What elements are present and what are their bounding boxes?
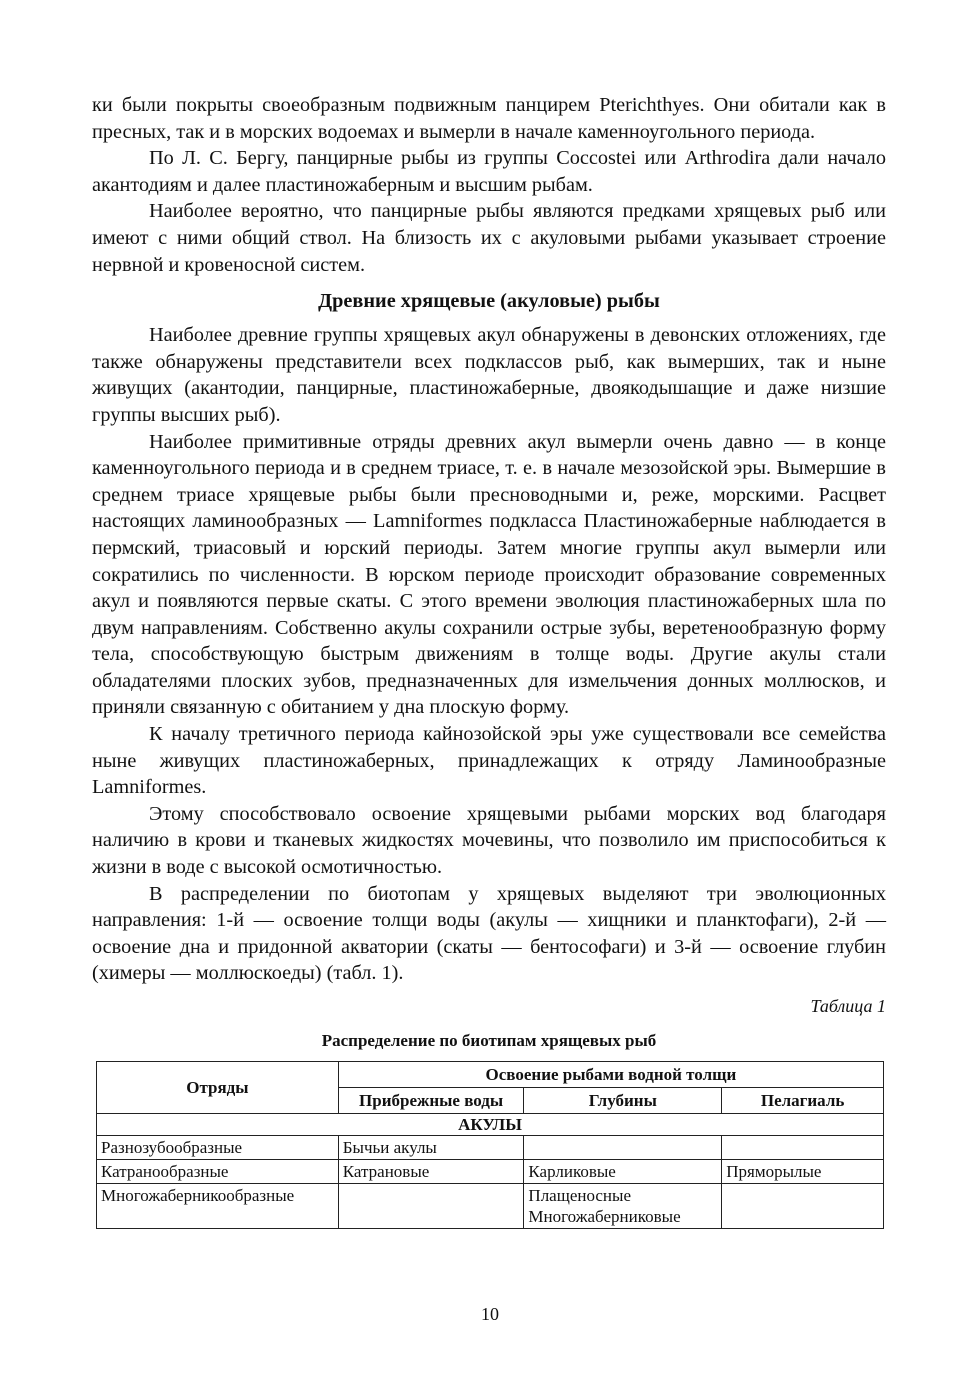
header-pelagic: Пелагиаль: [722, 1088, 884, 1114]
cell-order: Разнозубообразные: [97, 1136, 339, 1160]
cell-order: Катранообразные: [97, 1160, 339, 1184]
cell-depths: [524, 1136, 722, 1160]
paragraph: Наиболее вероятно, что панцирные рыбы являются предками хрящевых рыб или имеют с ними общий ствол. На близость их с акуловыми рыбами указывает строение нервной и кровеносной систем.: [92, 200, 886, 276]
table-row: [97, 1136, 884, 1160]
cell-depths: Плащеносные Многожаберниковые: [524, 1184, 722, 1229]
cell-coastal: Катрановые: [338, 1160, 524, 1184]
paragraph: Наиболее древние группы хрящевых акул обнаружены в девонских отложениях, где также обнаружены представители всех подклассов рыб, как вымерших, так и ныне живущих (акантодии, панцирные, пластиножаберные, двоякодышащие и даже низшие группы высших рыб).: [92, 324, 886, 426]
cell-coastal: Бычьи акулы: [338, 1136, 524, 1160]
table-group-row: [97, 1114, 884, 1136]
paragraph: По Л. С. Бергу, панцирные рыбы из группы Coccostei или Arthrodira дали начало акантодиям и далее пластиножаберным и высшим рыбам.: [92, 147, 886, 196]
cell-coastal: [338, 1184, 524, 1229]
table-row: [97, 1184, 884, 1229]
table-label: Таблица 1: [810, 996, 886, 1016]
cell-pelagic: [722, 1184, 884, 1229]
cell-order: Многожаберникообразные: [97, 1184, 339, 1229]
section-title: Древние хрящевые (акуловые) рыбы: [318, 290, 660, 313]
cell-pelagic: [722, 1136, 884, 1160]
table-row: [97, 1160, 884, 1184]
group-label: АКУЛЫ: [97, 1114, 884, 1136]
biotope-table: [96, 1061, 884, 1229]
paragraph: ки были покрыты своеобразным подвижным панцирем Pterichthyes. Они обитали как в пресных, так и в морских водоемах и вымерли в начале каменноугольного периода.: [92, 94, 886, 143]
paragraph: Наиболее примитивные отряды древних акул вымерли очень давно — в конце каменноугольного периода и в среднем триасе, т. е. в начале мезозойской эры. Вымершие в среднем триасе хрящевые рыбы были пресноводными и, реже, морскими. Расцвет настоящих ламинообразных — Lamniformes подкласса Пластиножаберные наблюдается в пермский, триасовый и юрский периоды. Затем многие группы акул вымерли или сократились по численности. В юрском периоде происходит образование современных акул и появляются первые скаты. С этого времени эволюция пластиножаберных шла по двум направлениям. Собственно акулы сохранили острые зубы, веретенообразную форму тела, способствующую быстрым движениям в толще воды. Другие акулы стали обладателями плоских зубов, предназначенных для измельчения донных моллюсков, и приняли связанную с обитанием у дна плоскую форму.: [92, 430, 886, 719]
header-depths: Глубины: [524, 1088, 722, 1114]
header-coastal: Прибрежные воды: [338, 1088, 524, 1114]
paragraph: К началу третичного периода кайнозойской эры уже существовали все семейства ныне живущих пластиножаберных, принадлежащих к отряду Ламинообразные Lamniformes.: [92, 723, 886, 799]
page-number: 10: [481, 1304, 499, 1324]
page-content: [92, 92, 886, 1229]
paragraph: Этому способствовало освоение хрящевыми рыбами морских вод благодаря наличию в крови и тканевых жидкостях мочевины, что позволило им приспособиться к жизни в воде с высокой осмотичностью.: [92, 802, 886, 879]
table-header-row: [97, 1062, 884, 1088]
header-orders: Отряды: [97, 1062, 339, 1114]
table-title: Распределение по биотипам хрящевых рыб: [321, 1031, 657, 1050]
header-group: Освоение рыбами водной толщи: [338, 1062, 883, 1088]
cell-pelagic: Пряморылые: [722, 1160, 884, 1184]
cell-depths: Карликовые: [524, 1160, 722, 1184]
paragraph: В распределении по биотопам у хрящевых выделяют три эволюционных направления: 1-й — освоение толщи воды (акулы — хищники и планктофаги), 2-й — освоение дна и придонной акватории (скаты — бентософаги) и 3-й — освоение глубин (химеры — моллюскоеды) (табл. 1).: [92, 882, 886, 985]
